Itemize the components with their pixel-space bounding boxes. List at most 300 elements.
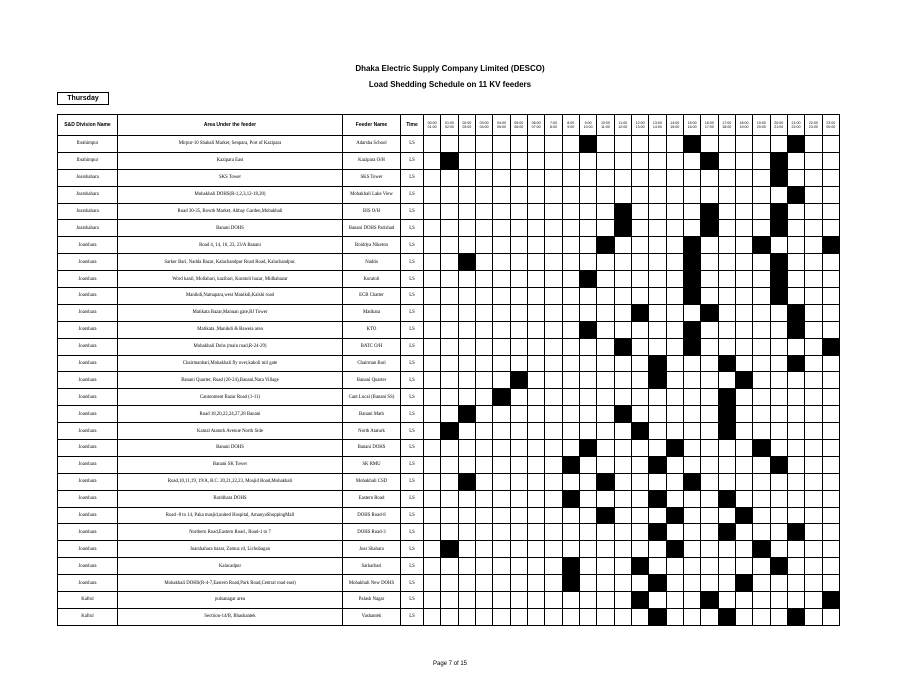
shedding-slot-active [683, 254, 700, 271]
shedding-slot [527, 524, 544, 541]
shedding-slot [666, 490, 683, 507]
shedding-slot [666, 406, 683, 423]
shedding-slot [735, 406, 752, 423]
shedding-slot-active [562, 490, 579, 507]
shedding-slot-active [718, 406, 735, 423]
shedding-slot [614, 152, 631, 169]
shedding-slot [787, 473, 804, 490]
shedding-slot [631, 220, 648, 237]
feeder-cell: Banani Quarter [343, 372, 401, 389]
shedding-slot [441, 592, 458, 609]
shedding-slot [441, 338, 458, 355]
shedding-slot [597, 389, 614, 406]
shedding-slot [649, 169, 666, 186]
area-cell: Road,10,11,19, 19/A, B.C. 20,21,22,23, Mosjid Road,Mohakhali [118, 473, 343, 490]
shedding-slot [527, 186, 544, 203]
feeder-cell: Chairman Bari [343, 355, 401, 372]
shedding-slot [562, 406, 579, 423]
shedding-slot [787, 507, 804, 524]
shedding-slot-active [649, 490, 666, 507]
area-cell: pulsanagar area [118, 592, 343, 609]
shedding-slot [683, 355, 700, 372]
shedding-slot [701, 288, 718, 305]
shedding-slot [527, 254, 544, 271]
shedding-slot [614, 490, 631, 507]
shedding-slot [493, 423, 510, 440]
shedding-slot [510, 271, 527, 288]
time-slot-header [424, 115, 441, 136]
header-division: S&D Division Name [58, 115, 118, 136]
shedding-slot [597, 136, 614, 153]
shedding-slot [683, 456, 700, 473]
slot-start: 13:00 [652, 120, 662, 125]
feeder-cell: Adarsha School [343, 136, 401, 153]
shedding-slot [545, 440, 562, 457]
shedding-slot [770, 237, 787, 254]
shedding-slot [701, 406, 718, 423]
shedding-slot [701, 473, 718, 490]
shedding-slot [735, 440, 752, 457]
shedding-slot [441, 304, 458, 321]
time-slot-header [787, 115, 804, 136]
area-cell: Matikata Bazar,Manuan gate,BJ Tower [118, 304, 343, 321]
shedding-slot [822, 440, 839, 457]
shedding-slot [441, 186, 458, 203]
shedding-slot [753, 338, 770, 355]
shedding-slot [424, 389, 441, 406]
shedding-slot [753, 288, 770, 305]
shedding-slot [475, 541, 492, 558]
shedding-slot [649, 237, 666, 254]
shedding-slot [597, 558, 614, 575]
slot-end: 06:00 [514, 125, 524, 129]
time-cell: LS [401, 423, 424, 440]
area-cell: SKS Tower [118, 169, 343, 186]
shedding-slot [753, 558, 770, 575]
shedding-slot [441, 440, 458, 457]
shedding-slot [475, 456, 492, 473]
shedding-slot [579, 473, 596, 490]
shedding-slot [424, 558, 441, 575]
shedding-slot [545, 423, 562, 440]
shedding-slot [527, 490, 544, 507]
time-slot-header [458, 115, 475, 136]
shedding-slot [475, 524, 492, 541]
slot-end: 18:00 [722, 125, 732, 129]
shedding-slot [441, 524, 458, 541]
shedding-slot [631, 203, 648, 220]
shedding-slot [458, 456, 475, 473]
shedding-slot-active [458, 254, 475, 271]
shedding-slot [735, 203, 752, 220]
shedding-slot-active [770, 456, 787, 473]
shedding-slot [527, 220, 544, 237]
shedding-slot [579, 237, 596, 254]
shedding-slot [649, 186, 666, 203]
shedding-slot-active [683, 338, 700, 355]
table-row [58, 524, 840, 541]
shedding-slot [545, 169, 562, 186]
shedding-slot [631, 440, 648, 457]
feeder-cell: Banani Math [343, 406, 401, 423]
shedding-slot [614, 271, 631, 288]
shedding-slot [718, 372, 735, 389]
shedding-slot [562, 608, 579, 625]
shedding-slot [822, 169, 839, 186]
feeder-cell: North Ataturk [343, 423, 401, 440]
shedding-slot [787, 456, 804, 473]
shedding-slot [562, 152, 579, 169]
shedding-slot [545, 389, 562, 406]
slot-end: 12:00 [618, 125, 628, 129]
shedding-slot [735, 136, 752, 153]
shedding-slot [493, 186, 510, 203]
shedding-slot [441, 507, 458, 524]
time-slot-header [822, 115, 839, 136]
shedding-slot [770, 507, 787, 524]
shedding-slot [701, 136, 718, 153]
shedding-slot-active [735, 575, 752, 592]
shedding-slot [683, 203, 700, 220]
shedding-slot [510, 456, 527, 473]
shedding-slot [805, 152, 822, 169]
shedding-slot [424, 423, 441, 440]
shedding-slot [805, 220, 822, 237]
shedding-slot [527, 456, 544, 473]
document-subtitle: Load Shedding Schedule on 11 KV feeders [368, 80, 532, 89]
shedding-slot [770, 304, 787, 321]
table-row [58, 237, 840, 254]
shedding-slot [424, 220, 441, 237]
shedding-slot [475, 372, 492, 389]
shedding-slot [493, 271, 510, 288]
shedding-slot [527, 372, 544, 389]
shedding-slot [527, 203, 544, 220]
shedding-slot [441, 575, 458, 592]
shedding-slot [718, 169, 735, 186]
shedding-slot [545, 456, 562, 473]
shedding-slot [822, 254, 839, 271]
shedding-slot [493, 473, 510, 490]
shedding-slot [579, 186, 596, 203]
shedding-slot [787, 440, 804, 457]
shedding-slot [753, 136, 770, 153]
shedding-slot [458, 355, 475, 372]
shedding-slot [579, 288, 596, 305]
shedding-slot [614, 355, 631, 372]
table-row [58, 575, 840, 592]
time-slot-header [701, 115, 718, 136]
shedding-slot [701, 372, 718, 389]
shedding-slot-active [701, 304, 718, 321]
shedding-slot [753, 169, 770, 186]
shedding-slot [649, 507, 666, 524]
shedding-slot [475, 152, 492, 169]
shedding-slot [475, 406, 492, 423]
shedding-slot [666, 524, 683, 541]
shedding-slot [805, 321, 822, 338]
shedding-slot-active [787, 355, 804, 372]
shedding-slot [597, 321, 614, 338]
area-cell: Kalacadpur [118, 558, 343, 575]
shedding-slot [597, 152, 614, 169]
shedding-slot [631, 271, 648, 288]
shedding-slot [787, 372, 804, 389]
shedding-slot [753, 372, 770, 389]
table-row [58, 355, 840, 372]
shedding-slot [614, 541, 631, 558]
shedding-slot [441, 288, 458, 305]
shedding-slot [753, 592, 770, 609]
shedding-slot [666, 304, 683, 321]
shedding-slot [805, 507, 822, 524]
shedding-slot [597, 288, 614, 305]
shedding-slot [822, 304, 839, 321]
shedding-slot [649, 321, 666, 338]
shedding-slot [424, 203, 441, 220]
shedding-slot [753, 152, 770, 169]
shedding-slot [597, 203, 614, 220]
time-cell: LS [401, 507, 424, 524]
shedding-slot-active [510, 372, 527, 389]
area-cell: Chairmanbari,Mohakhali fly over,kakoli mil gate [118, 355, 343, 372]
area-cell: Kamal Ataturk Avenue North Side [118, 423, 343, 440]
shedding-slot-active [683, 136, 700, 153]
shedding-slot [545, 288, 562, 305]
division-cell: Joarshara [58, 288, 118, 305]
shedding-slot [666, 473, 683, 490]
shedding-slot [787, 271, 804, 288]
shedding-slot [614, 456, 631, 473]
shedding-slot [649, 338, 666, 355]
shedding-slot [527, 355, 544, 372]
shedding-slot [666, 608, 683, 625]
feeder-cell: Sarkarbari [343, 558, 401, 575]
shedding-slot [631, 608, 648, 625]
shedding-slot [458, 524, 475, 541]
shedding-slot [510, 524, 527, 541]
shedding-slot-active [753, 541, 770, 558]
shedding-slot [441, 406, 458, 423]
shedding-slot-active [701, 592, 718, 609]
shedding-slot-active [614, 406, 631, 423]
shedding-slot [545, 372, 562, 389]
shedding-slot-active [770, 254, 787, 271]
shedding-slot-active [787, 136, 804, 153]
table-row [58, 186, 840, 203]
shedding-slot [562, 288, 579, 305]
shedding-slot-active [649, 608, 666, 625]
time-cell: LS [401, 338, 424, 355]
shedding-slot-active [770, 220, 787, 237]
shedding-slot [631, 524, 648, 541]
table-row [58, 423, 840, 440]
shedding-slot [718, 288, 735, 305]
shedding-slot [770, 338, 787, 355]
division-cell: Joarshara [58, 406, 118, 423]
shedding-slot [631, 237, 648, 254]
shedding-slot-active [666, 507, 683, 524]
shedding-slot [735, 524, 752, 541]
shedding-slot [683, 592, 700, 609]
shedding-slot [770, 186, 787, 203]
shedding-slot [597, 490, 614, 507]
shedding-slot [631, 406, 648, 423]
shedding-slot [822, 456, 839, 473]
shedding-slot [579, 372, 596, 389]
slot-start: 21:00 [791, 120, 801, 125]
shedding-slot [597, 372, 614, 389]
slot-start: 03:00 [479, 120, 489, 125]
time-cell: LS [401, 355, 424, 372]
shedding-slot [666, 372, 683, 389]
shedding-slot [614, 608, 631, 625]
shedding-slot [424, 372, 441, 389]
feeder-cell: Banani DOHS Parishad [343, 220, 401, 237]
shedding-slot [527, 288, 544, 305]
shedding-slot [666, 355, 683, 372]
division-cell: Joarshara [58, 524, 118, 541]
shedding-slot-active [666, 440, 683, 457]
time-slot-header [770, 115, 787, 136]
table-row [58, 389, 840, 406]
shedding-slot [822, 321, 839, 338]
shedding-slot [631, 321, 648, 338]
shedding-slot [493, 406, 510, 423]
division-cell: Joarshara [58, 423, 118, 440]
slot-start: 16:00 [704, 120, 714, 125]
shedding-slot [649, 440, 666, 457]
shedding-slot-active [718, 490, 735, 507]
document-title: Dhaka Electric Supply Company Limited (DESCO) [355, 64, 545, 73]
shedding-slot-active [458, 406, 475, 423]
shedding-slot-active [441, 541, 458, 558]
shedding-slot [545, 304, 562, 321]
shedding-slot-active [770, 203, 787, 220]
shedding-slot [510, 338, 527, 355]
table-row [58, 406, 840, 423]
time-cell: LS [401, 203, 424, 220]
shedding-slot [597, 524, 614, 541]
time-slot-header [718, 115, 735, 136]
division-cell: Joarshara [58, 490, 118, 507]
shedding-slot [458, 304, 475, 321]
shedding-slot [510, 473, 527, 490]
feeder-cell: DOHS Road-3 [343, 524, 401, 541]
shedding-slot [805, 440, 822, 457]
shedding-slot [735, 304, 752, 321]
shedding-slot [458, 220, 475, 237]
slot-start: 18:00 [739, 120, 749, 125]
shedding-slot [458, 592, 475, 609]
shedding-slot [579, 406, 596, 423]
shedding-slot [614, 136, 631, 153]
area-cell: Mirpur-10 Shahali Market, Senpara, Port of Kazipara [118, 136, 343, 153]
time-cell: LS [401, 152, 424, 169]
slot-start: 05:00 [514, 120, 524, 125]
shedding-slot [424, 608, 441, 625]
shedding-slot [753, 389, 770, 406]
shedding-slot [805, 237, 822, 254]
shedding-slot [475, 304, 492, 321]
shedding-slot [701, 524, 718, 541]
area-cell: Mohakhali DOHS(R-1,2,3,12-18,20) [118, 186, 343, 203]
slot-start: 00:00 [427, 120, 437, 125]
shedding-slot [493, 237, 510, 254]
feeder-cell: KTO [343, 321, 401, 338]
slot-end: 17:00 [704, 125, 714, 129]
shedding-slot-active [493, 389, 510, 406]
shedding-slot [458, 490, 475, 507]
shedding-slot [597, 541, 614, 558]
shedding-slot [562, 321, 579, 338]
shedding-slot [441, 355, 458, 372]
shedding-slot [753, 355, 770, 372]
shedding-slot [493, 152, 510, 169]
shedding-slot [475, 355, 492, 372]
feeder-cell: Eastern Road [343, 490, 401, 507]
shedding-slot [424, 321, 441, 338]
shedding-slot [666, 338, 683, 355]
shedding-slot [735, 271, 752, 288]
table-row [58, 541, 840, 558]
shedding-slot [787, 220, 804, 237]
shedding-slot [562, 389, 579, 406]
shedding-slot [787, 288, 804, 305]
shedding-slot [822, 220, 839, 237]
shedding-slot [510, 440, 527, 457]
slot-start: 01:00 [444, 120, 454, 125]
shedding-slot-active [770, 288, 787, 305]
shedding-slot [666, 423, 683, 440]
shedding-slot-active [701, 220, 718, 237]
shedding-slot [787, 490, 804, 507]
feeder-cell: Kazipara O/H [343, 152, 401, 169]
time-slot-header [562, 115, 579, 136]
shedding-slot [701, 237, 718, 254]
shedding-slot [545, 254, 562, 271]
shedding-slot-active [718, 389, 735, 406]
shedding-slot [701, 321, 718, 338]
shedding-slot [735, 490, 752, 507]
time-slot-header [510, 115, 527, 136]
shedding-slot [424, 592, 441, 609]
time-slot-header [805, 115, 822, 136]
table-row [58, 440, 840, 457]
shedding-slot [770, 321, 787, 338]
shedding-slot [527, 440, 544, 457]
area-cell: Road 30-35, Bowth Market, Abbay Garden,Mohakhali [118, 203, 343, 220]
shedding-slot [579, 541, 596, 558]
shedding-slot [545, 136, 562, 153]
shedding-slot [735, 423, 752, 440]
shedding-slot [510, 254, 527, 271]
shedding-slot [475, 592, 492, 609]
slot-end: 10:00 [583, 125, 593, 129]
shedding-slot [649, 423, 666, 440]
time-cell: LS [401, 288, 424, 305]
shedding-slot [753, 186, 770, 203]
shedding-slot [562, 169, 579, 186]
shedding-slot [562, 304, 579, 321]
shedding-slot [805, 389, 822, 406]
feeder-cell: SKS Tower [343, 169, 401, 186]
shedding-slot [424, 575, 441, 592]
shedding-slot [683, 608, 700, 625]
division-cell: Joarshahara [58, 169, 118, 186]
header-row [58, 115, 840, 136]
shedding-slot-active [718, 423, 735, 440]
